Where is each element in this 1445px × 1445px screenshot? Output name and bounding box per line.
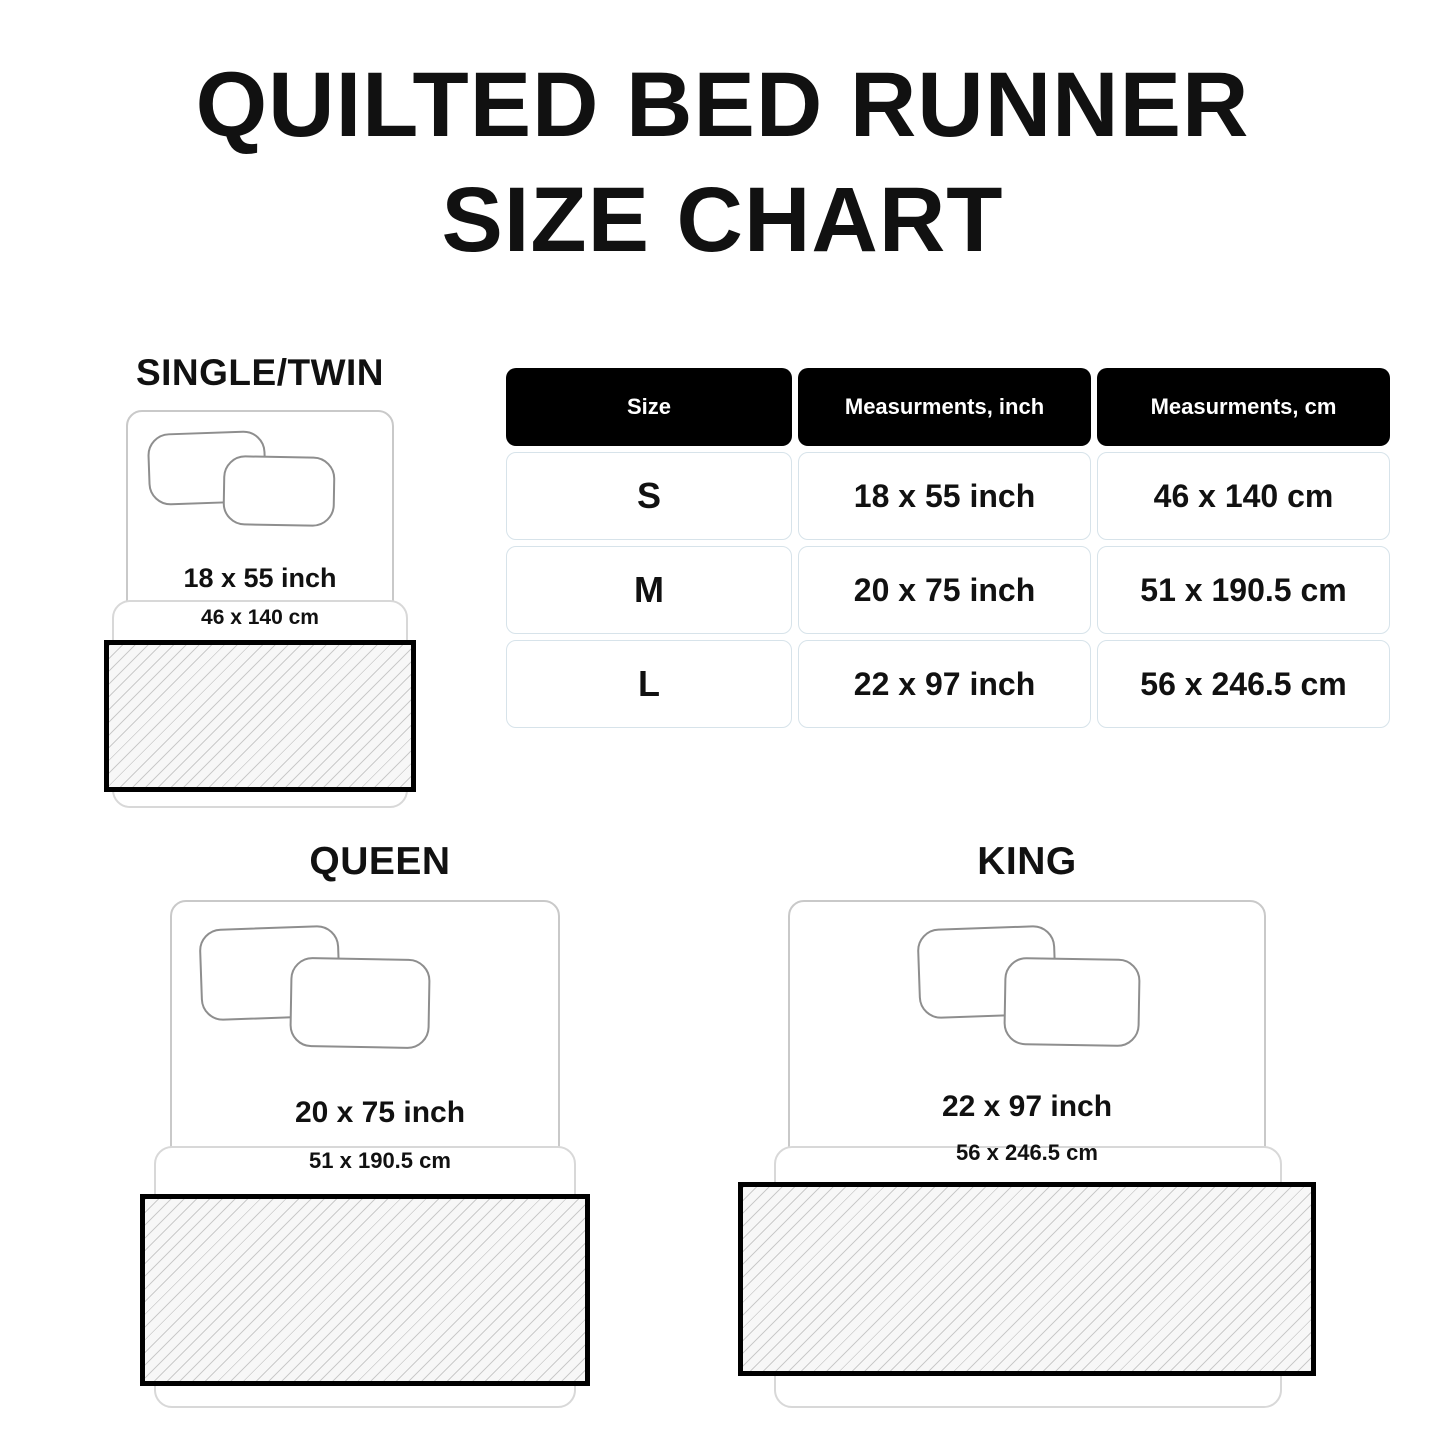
size-table [500, 362, 1396, 734]
cell-cm-l: 56 x 246.5 cm [1097, 640, 1390, 728]
cell-size-l: L [506, 640, 792, 728]
bed-label-queen: QUEEN [309, 840, 451, 883]
runner-dimension-inch: 20 x 75 inch [294, 1096, 466, 1129]
bed-runner-king [738, 1182, 1316, 1376]
cell-cm-m: 51 x 190.5 cm [1097, 546, 1390, 634]
cell-size-m: M [506, 546, 792, 634]
bed-illustration-queen [120, 900, 640, 1410]
runner-dimension-cm: 46 x 140 cm [201, 606, 319, 629]
table-header-row [506, 368, 1390, 446]
cell-inch-l: 22 x 97 inch [798, 640, 1091, 728]
pillow-front [1003, 957, 1141, 1047]
bed-diagram-king [752, 840, 1302, 1420]
cell-inch-s: 18 x 55 inch [798, 452, 1091, 540]
table-row [506, 640, 1390, 728]
cell-size-s: S [506, 452, 792, 540]
bed-runner-single-twin [104, 640, 416, 792]
bed-label-single-twin: SINGLE/TWIN [135, 352, 385, 393]
bed-runner-queen [140, 1194, 590, 1386]
bed-illustration-single-twin [90, 410, 430, 810]
runner-dimension-inch: 18 x 55 inch [183, 563, 337, 593]
page-title [0, 0, 1445, 278]
pillow-front [289, 957, 431, 1049]
table-row [506, 546, 1390, 634]
bed-diagram-queen [120, 840, 640, 1420]
runner-dimension-inch: 22 x 97 inch [941, 1090, 1113, 1123]
column-header-cm: Measurments, cm [1097, 368, 1390, 446]
bed-label-king: KING [977, 840, 1077, 883]
page-title-line-2: SIZE CHART [441, 169, 1004, 271]
cell-cm-s: 46 x 140 cm [1097, 452, 1390, 540]
runner-dimension-cm: 56 x 246.5 cm [956, 1140, 1098, 1165]
column-header-size: Size [506, 368, 792, 446]
page-title-line-1: QUILTED BED RUNNER [195, 54, 1250, 156]
bed-diagram-single-twin [90, 352, 430, 822]
column-header-inch: Measurments, inch [798, 368, 1091, 446]
runner-dimension-cm: 51 x 190.5 cm [309, 1148, 451, 1173]
cell-inch-m: 20 x 75 inch [798, 546, 1091, 634]
bed-illustration-king [752, 900, 1302, 1410]
pillow-front [222, 455, 335, 527]
table-row [506, 452, 1390, 540]
